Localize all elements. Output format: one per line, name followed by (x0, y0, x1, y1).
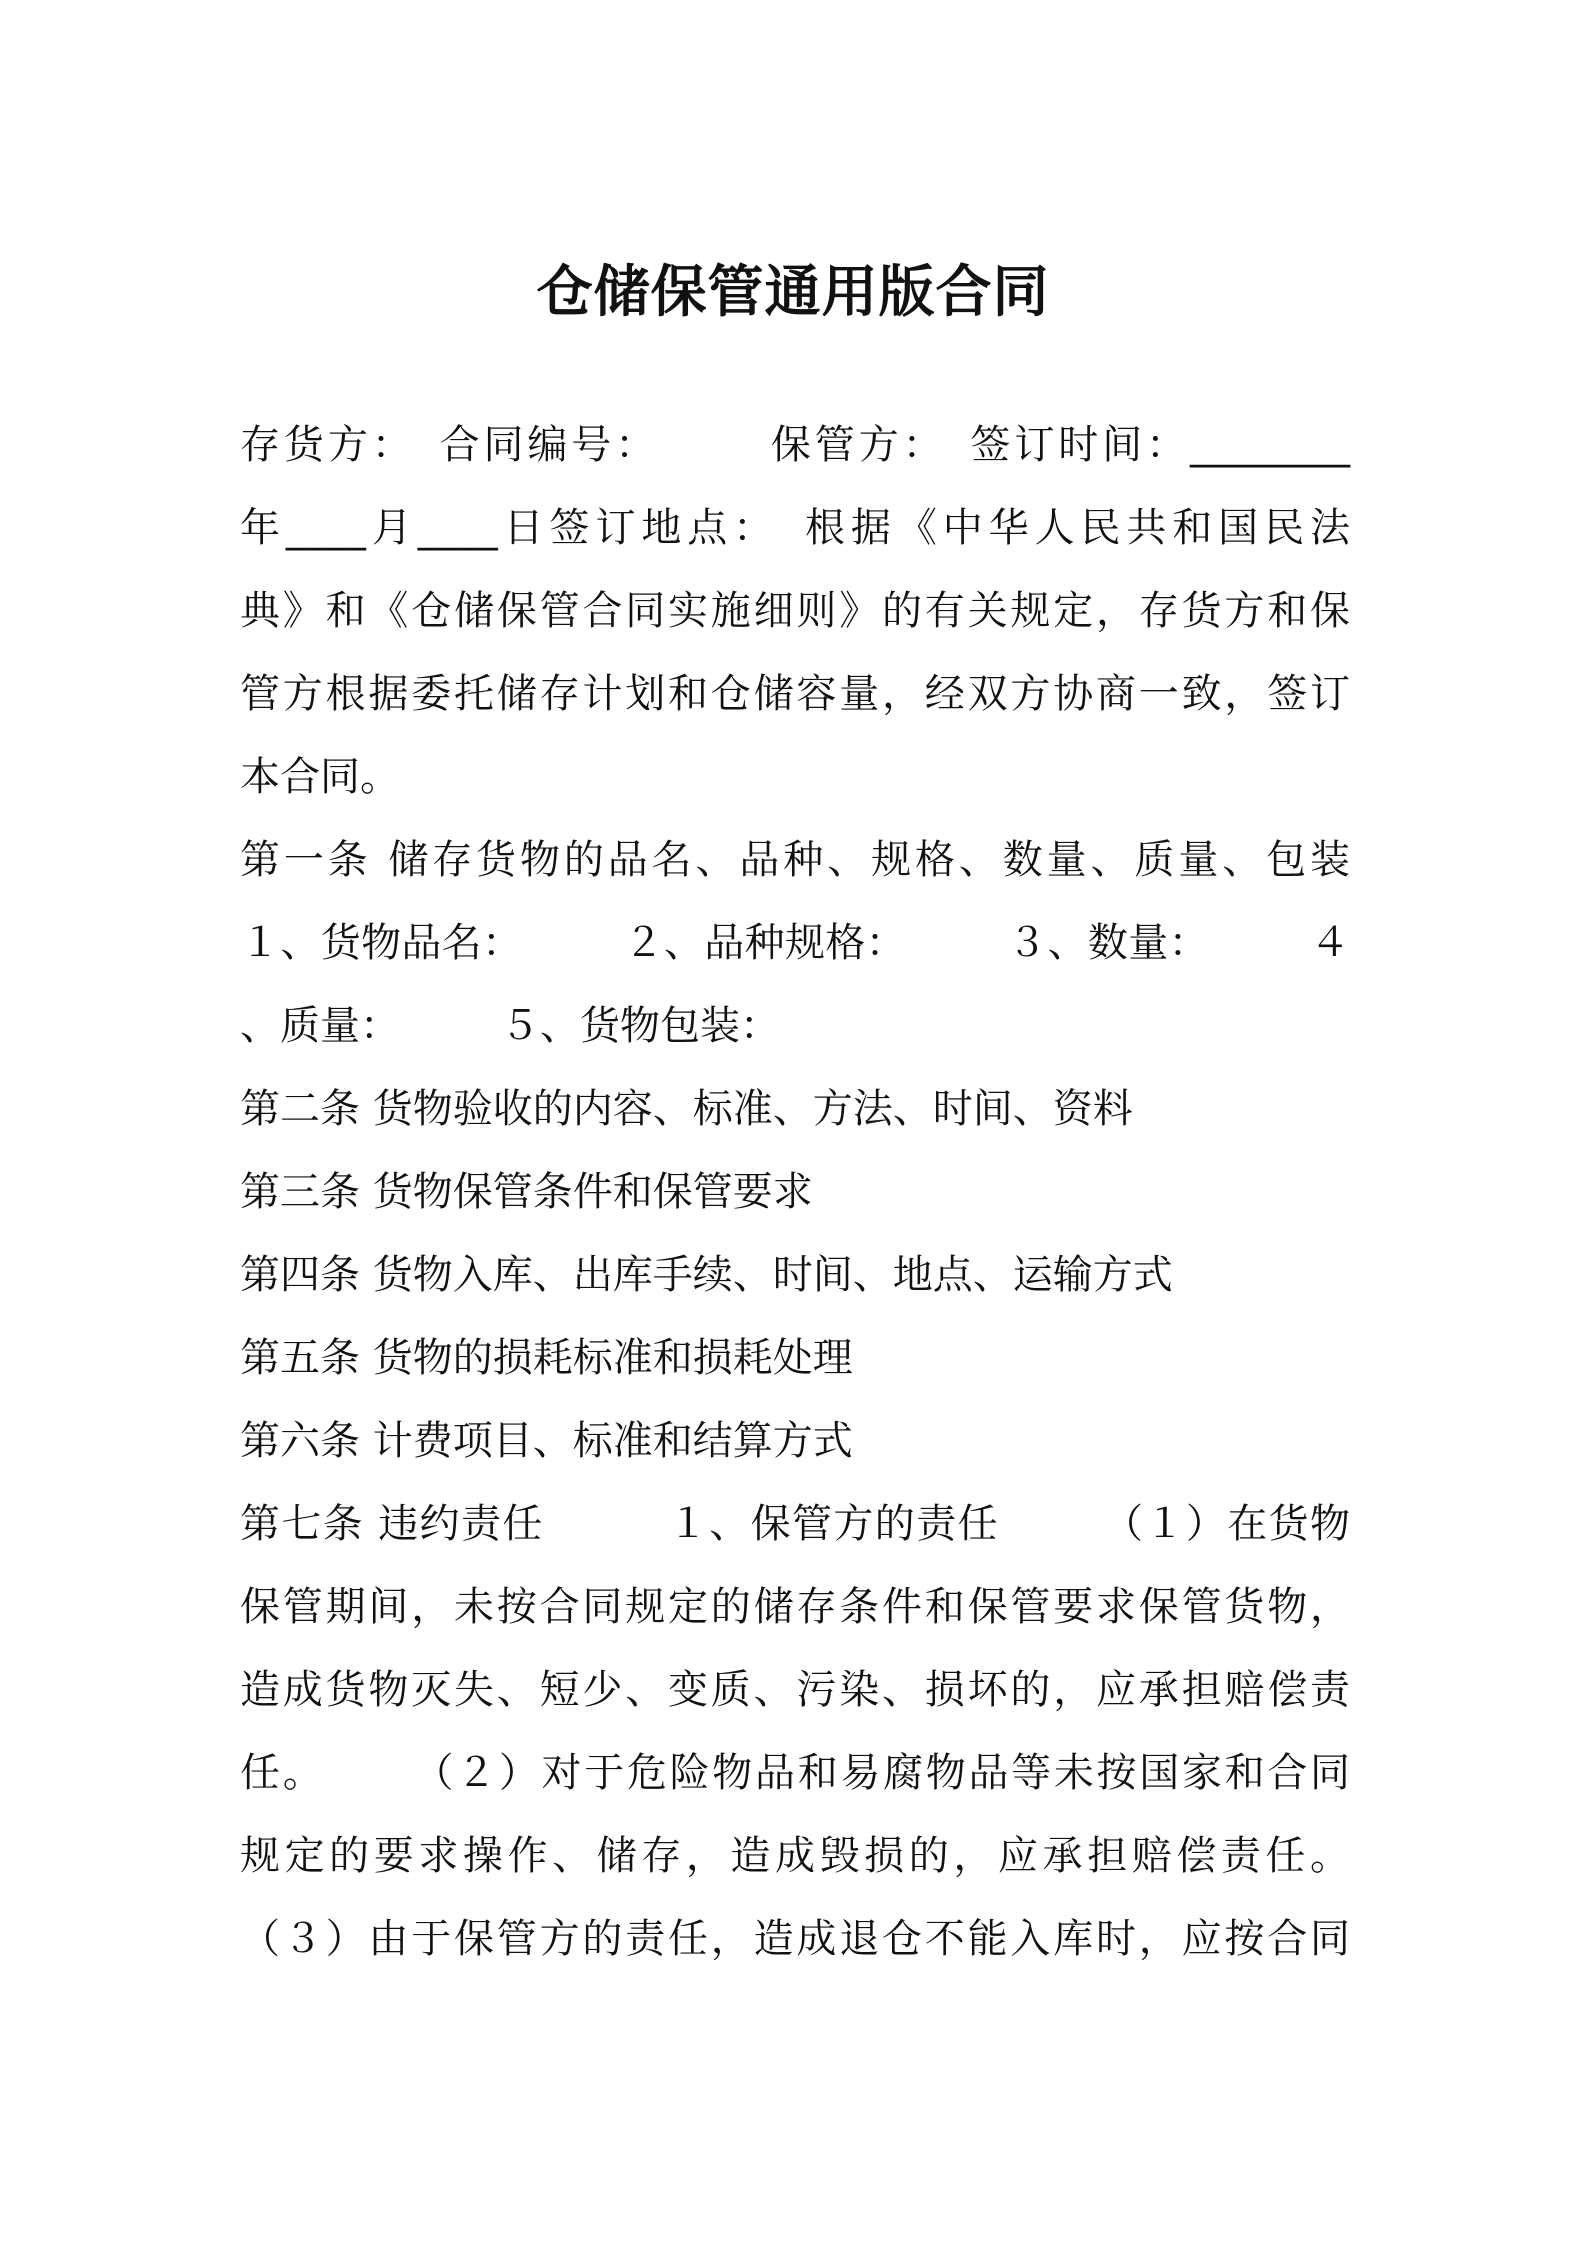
clause-7-line-3: 任。 （２）对于危险物品和易腐物品等未按国家和合同 (240, 1750, 1350, 1796)
clause-4-heading: 第四条 货物入库、出库手续、时间、地点、运输方式 (240, 1252, 1173, 1298)
clause-2-heading: 第二条 货物验收的内容、标准、方法、时间、资料 (240, 1086, 1133, 1132)
clause-7-line-2: 造成货物灭失、短少、变质、污染、损坏的，应承担赔偿责 (240, 1667, 1350, 1713)
body-line-party-info: 存货方： 合同编号： 保管方： 签订时间：________ (240, 422, 1350, 468)
clause-7-line-4: 规定的要求操作、储存，造成毁损的，应承担赔偿责任。 (240, 1833, 1350, 1879)
document-title: 仓储保管通用版合同 (536, 260, 1050, 325)
clause-1-heading: 第一条 储存货物的品名、品种、规格、数量、质量、包装 (240, 837, 1350, 883)
clause-6-heading: 第六条 计费项目、标准和结算方式 (240, 1418, 853, 1464)
clause-7-heading: 第七条 违约责任 １、保管方的责任 （１）在货物 (240, 1501, 1350, 1547)
body-line-date-place: 年____月____日签订地点： 根据《中华人民共和国民法 (240, 505, 1350, 551)
body-line-legal-basis: 典》和《仓储保管合同实施细则》的有关规定，存货方和保 (240, 588, 1350, 634)
clause-5-heading: 第五条 货物的损耗标准和损耗处理 (240, 1335, 853, 1381)
body-line-contract-end: 本合同。 (240, 754, 400, 800)
clause-7-line-5: （３）由于保管方的责任，造成退仓不能入库时，应按合同 (240, 1916, 1350, 1962)
clause-1-items: １、货物品名： ２、品种规格： ３、数量： ４ (240, 920, 1350, 966)
clause-3-heading: 第三条 货物保管条件和保管要求 (240, 1169, 813, 1215)
body-line-agreement: 管方根据委托储存计划和仓储容量，经双方协商一致，签订 (240, 671, 1350, 717)
clause-1-items-continued: 、质量： ５、货物包装： (240, 1003, 780, 1049)
clause-7-line-1: 保管期间，未按合同规定的储存条件和保管要求保管货物， (240, 1584, 1350, 1630)
document-body (240, 404, 1350, 1981)
